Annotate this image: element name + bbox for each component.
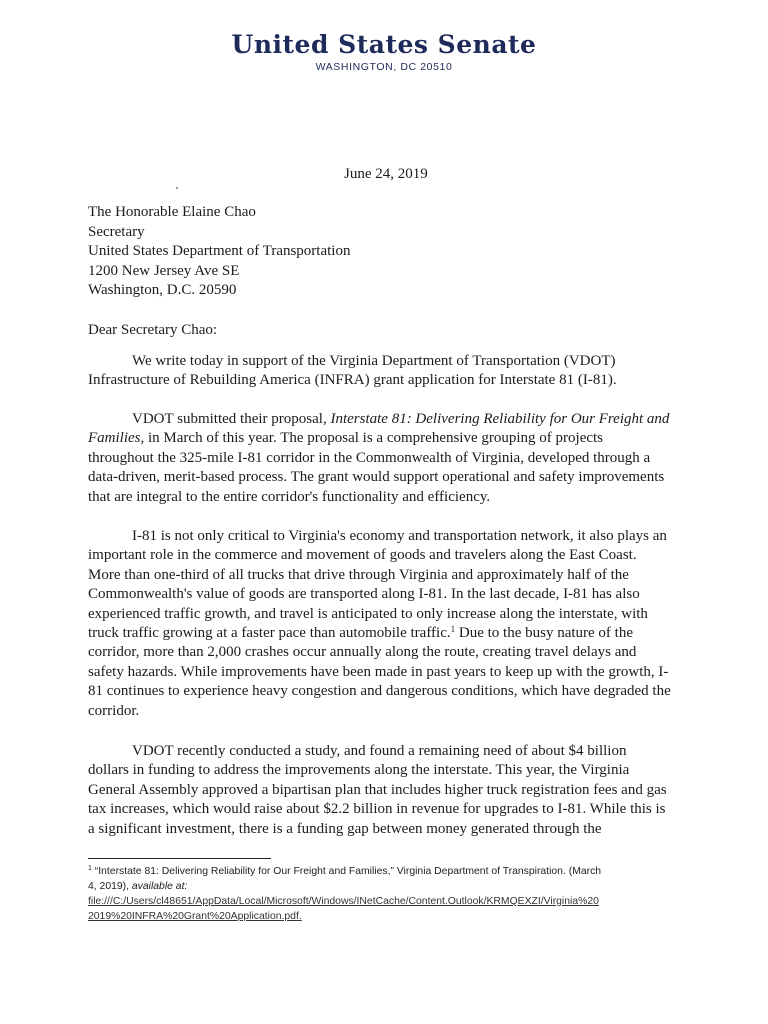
footnote-link[interactable]: file:///C:/Users/cl48651/AppData/Local/Microsoft/Windows/INetCache/Content.Outlook/KRMQEXZI/Virginia%20 [88,896,599,907]
paragraph-3 [88,527,688,721]
paragraph-line: I-81 is not only critical to Virginia's economy and transportation network, it also plays an [132,528,667,544]
footnote-text: “Interstate 81: Delivering Reliability for Our Freight and Families,” Virginia Department of Transpiration. (March [91,866,602,877]
paragraph-line: tax increases, which would raise about $2.2 billion in revenue for upgrades to I-81. While this is [88,801,666,818]
paragraph-text: Due to the busy nature of the [455,625,633,642]
footnote-divider [88,858,271,859]
footnote-text: 4, 2019), [88,881,132,892]
paragraph-line [88,410,688,429]
letterhead-location: WASHINGTON, DC 20510 [315,61,453,73]
paragraph-line: throughout the 325-mile I-81 corridor in the Commonwealth of Virginia, developed through a [88,449,651,466]
footnote-link[interactable]: 2019%20INFRA%20Grant%20Application.pdf. [88,911,302,922]
salutation: Dear Secretary Chao: [88,322,218,338]
paragraph-line: data-driven, merit-based process. The grant would support operational and safety improvements [88,469,665,486]
footnote-marker: 1 [88,865,92,872]
footnote-line [88,879,698,894]
paragraph-line [88,429,688,448]
scan-speck [176,187,178,189]
footnote-reference: 1 [450,624,456,635]
letterhead-title: United States Senate [231,30,537,59]
paragraph-line: important role in the commerce and movement of goods and travelers along the East Coast. [88,547,637,564]
recipient-city: Washington, D.C. 20590 [88,282,237,298]
footnote-line [88,864,698,879]
paragraph-line: We write today in support of the Virginia Department of Transportation (VDOT) [132,353,616,369]
paragraph-text: truck traffic growing at a faster pace than automobile traffic. [88,625,451,642]
letterhead [0,30,768,73]
paragraph-line: corridor. [88,702,140,719]
paragraph-text: VDOT submitted their proposal, [132,411,331,427]
recipient-street: 1200 New Jersey Ave SE [88,262,240,279]
letter-date: June 24, 2019 [344,166,428,182]
footnote [88,864,698,924]
proposal-title: Families, [88,430,145,447]
paragraph-line: 81 continues to experience heavy congestion and dangerous conditions, which have degraded the [88,683,671,700]
paragraph-line: experienced traffic growth, and travel is anticipated to only increase along the interstate, with [88,605,648,622]
paragraph-line: dollars in funding to address the improvements along the interstate. This year, the Virginia [88,762,630,779]
paragraph-4 [88,742,688,839]
recipient-name: The Honorable Elaine Chao [88,204,256,220]
paragraph-line: corridor, more than 2,000 crashes occur annually along the route, creating travel delays and [88,644,637,661]
recipient-department: United States Department of Transportation [88,243,351,259]
paragraph-line: a significant investment, there is a funding gap between money generated through the [88,820,602,837]
recipient-address [88,203,350,301]
paragraph-line [88,624,688,643]
paragraph-1 [88,352,688,391]
paragraph-line: General Assembly approved a bipartisan plan that includes higher truck registration fees and gas [88,781,667,798]
paragraph-2 [88,410,688,507]
paragraph-line: VDOT recently conducted a study, and found a remaining need of about $4 billion [132,743,627,759]
paragraph-line: that are integral to the entire corridor's functionality and efficiency. [88,488,491,505]
recipient-title: Secretary [88,223,145,240]
proposal-title: Interstate 81: Delivering Reliability for Our Freight and [330,411,670,427]
paragraph-line: Infrastructure of Rebuilding America (INFRA) grant application for Interstate 81 (I-81). [88,372,617,389]
paragraph-line: More than one-third of all trucks that drive through Virginia and approximately half of the [88,566,629,583]
paragraph-text: in March of this year. The proposal is a comprehensive grouping of projects [144,430,604,447]
footnote-available-at: available at: [131,881,188,892]
paragraph-line: safety hazards. While improvements have been made in past years to keep up with the growth, I- [88,663,669,680]
paragraph-line: Commonwealth's value of goods are transported along I-81. In the last decade, I-81 has also [88,586,640,603]
